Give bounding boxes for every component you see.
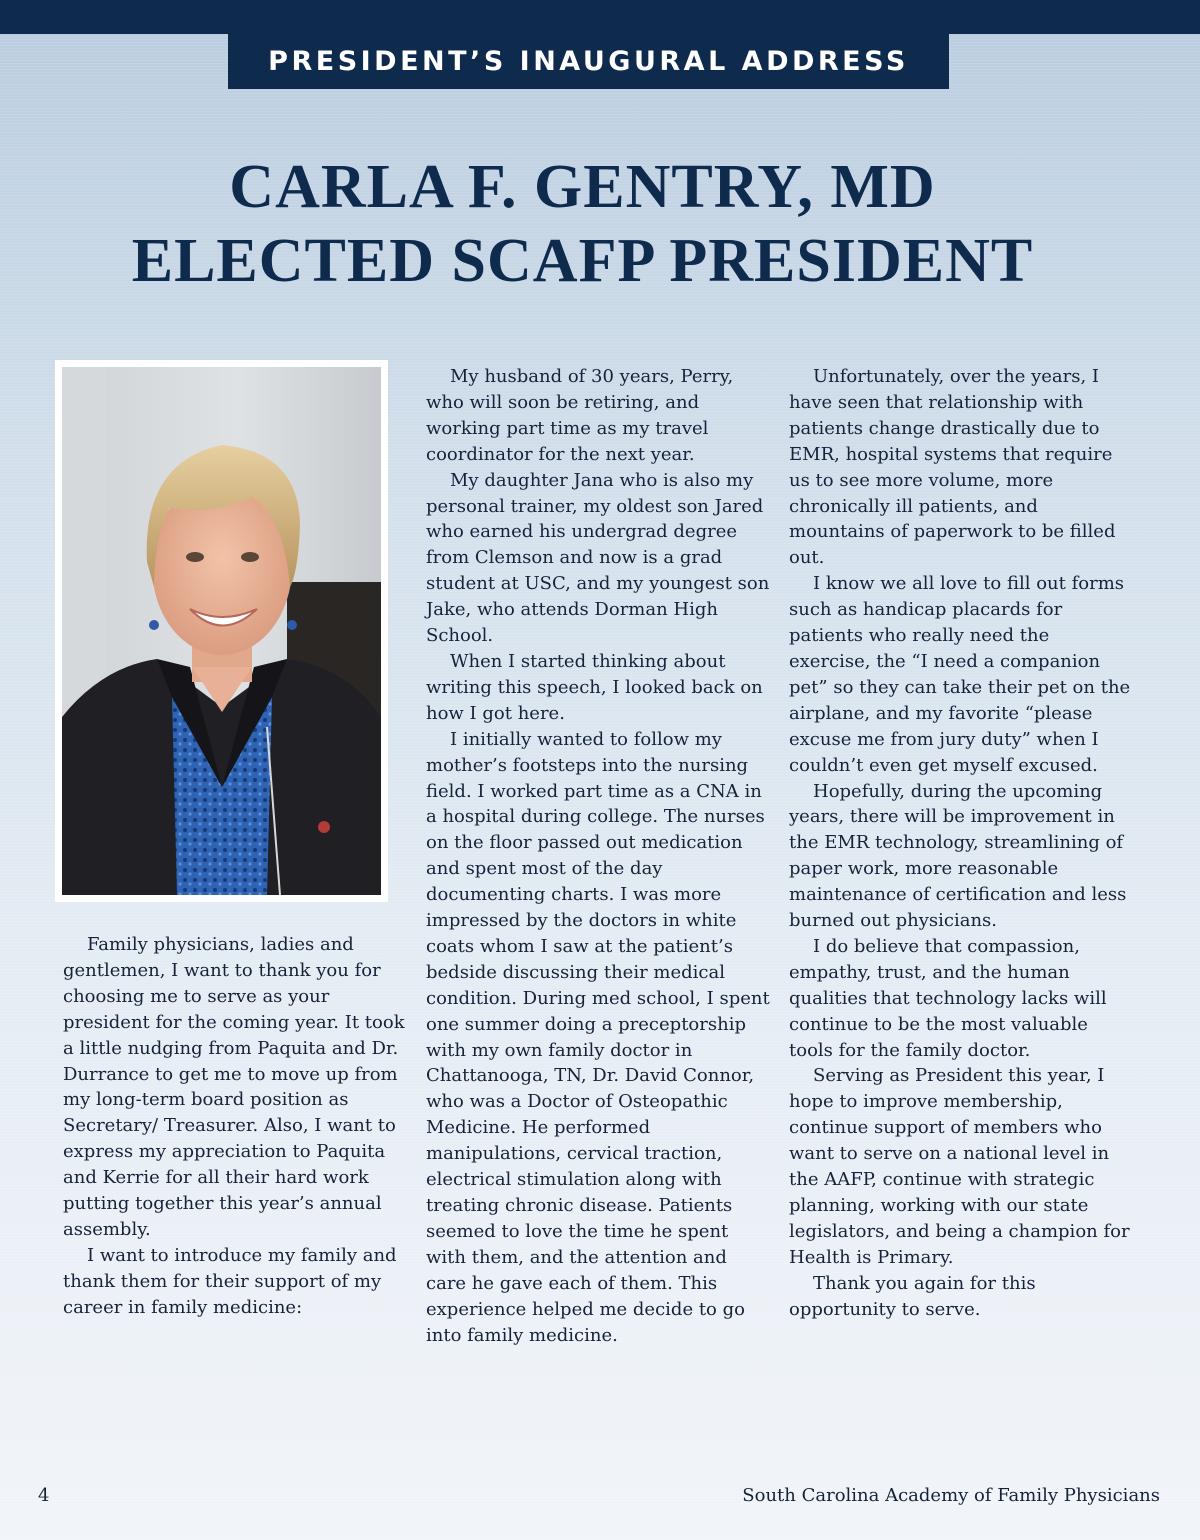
paragraph: I do believe that compassion, empathy, trust, and the human qualities that technology lacks will continue to be the most valuable tools for the family doctor. bbox=[789, 935, 1107, 1061]
paragraph: Hopefully, during the upcoming years, there will be improvement in the EMR technology, streamlining of paper work, more reasonable maintenance of certification and less burned out physicians. bbox=[789, 780, 1127, 932]
paragraph: I want to introduce my family and thank them for their support of my career in family medicine: bbox=[63, 1244, 397, 1318]
headline-line-1: CARLA F. GENTRY, MD bbox=[229, 153, 936, 221]
paragraph: My daughter Jana who is also my personal trainer, my oldest son Jared who earned his undergrad degree from Clemson and now is a grad student at USC, and my youngest son Jake, who attends Dorman High School. bbox=[426, 469, 770, 647]
page-number: 4 bbox=[38, 1485, 50, 1506]
top-bar bbox=[0, 0, 1200, 34]
column-2 bbox=[426, 364, 771, 1348]
paragraph: I initially wanted to follow my mother’s footsteps into the nursing field. I worked part time as a CNA in a hospital during college. The nurses on the floor passed out medication and spent most of the day documenting charts. I was more impressed by the doctors in white coats whom I saw at the patient’s bedside discussing their medical condition. During med school, I spent one summer doing a preceptorship with my own family doctor in Chattanooga, TN, Dr. David Connor, who was a Doctor of Osteopathic Medicine. He performed manipulations, cervical traction, electrical stimulation along with treating chronic disease. Patients seemed to love the time he spent with them, and the attention and care he gave each of them. This experience helped me decide to go into family medicine. bbox=[426, 728, 770, 1346]
paragraph: I know we all love to fill out forms such as handicap placards for patients who really need the exercise, the “I need a companion pet” so they can take their pet on the airplane, and my favorite “please excuse me from jury duty” when I couldn’t even get myself excused. bbox=[789, 573, 1131, 776]
portrait-photo bbox=[62, 367, 381, 895]
paragraph: When I started thinking about writing this speech, I looked back on how I got here. bbox=[426, 650, 763, 724]
portrait-photo-frame bbox=[55, 360, 388, 902]
section-banner: PRESIDENT’S INAUGURAL ADDRESS bbox=[228, 34, 949, 89]
column-3 bbox=[789, 364, 1134, 1323]
paragraph: Family physicians, ladies and gentlemen, I want to thank you for choosing me to serve as your president for the coming year. It took a little nudging from Paquita and Dr. Durrance to get me to move up from my long-term board position as Secretary/ Treasurer. Also, I want to express my appreciation to Paquita and Kerrie for all their hard work putting together this year’s annual assembly. bbox=[63, 934, 405, 1240]
publication-name: South Carolina Academy of Family Physicians bbox=[742, 1485, 1160, 1506]
paragraph: Serving as President this year, I hope to improve membership, continue support of members who want to serve on a national level in the AAFP, continue with strategic planning, working with our state legislators, and being a champion for Health is Primary. bbox=[789, 1065, 1130, 1268]
paragraph: Thank you again for this opportunity to serve. bbox=[789, 1272, 1036, 1320]
column-1 bbox=[63, 932, 408, 1321]
headline-line-2: ELECTED SCAFP PRESIDENT bbox=[131, 227, 1034, 295]
headline bbox=[0, 150, 1165, 298]
paragraph: My husband of 30 years, Perry, who will soon be retiring, and working part time as my travel coordinator for the next year. bbox=[426, 366, 734, 465]
paragraph: Unfortunately, over the years, I have seen that relationship with patients change drastically due to EMR, hospital systems that require us to see more volume, more chronically ill patients, and mountains of paperwork to be filled out. bbox=[789, 366, 1116, 569]
